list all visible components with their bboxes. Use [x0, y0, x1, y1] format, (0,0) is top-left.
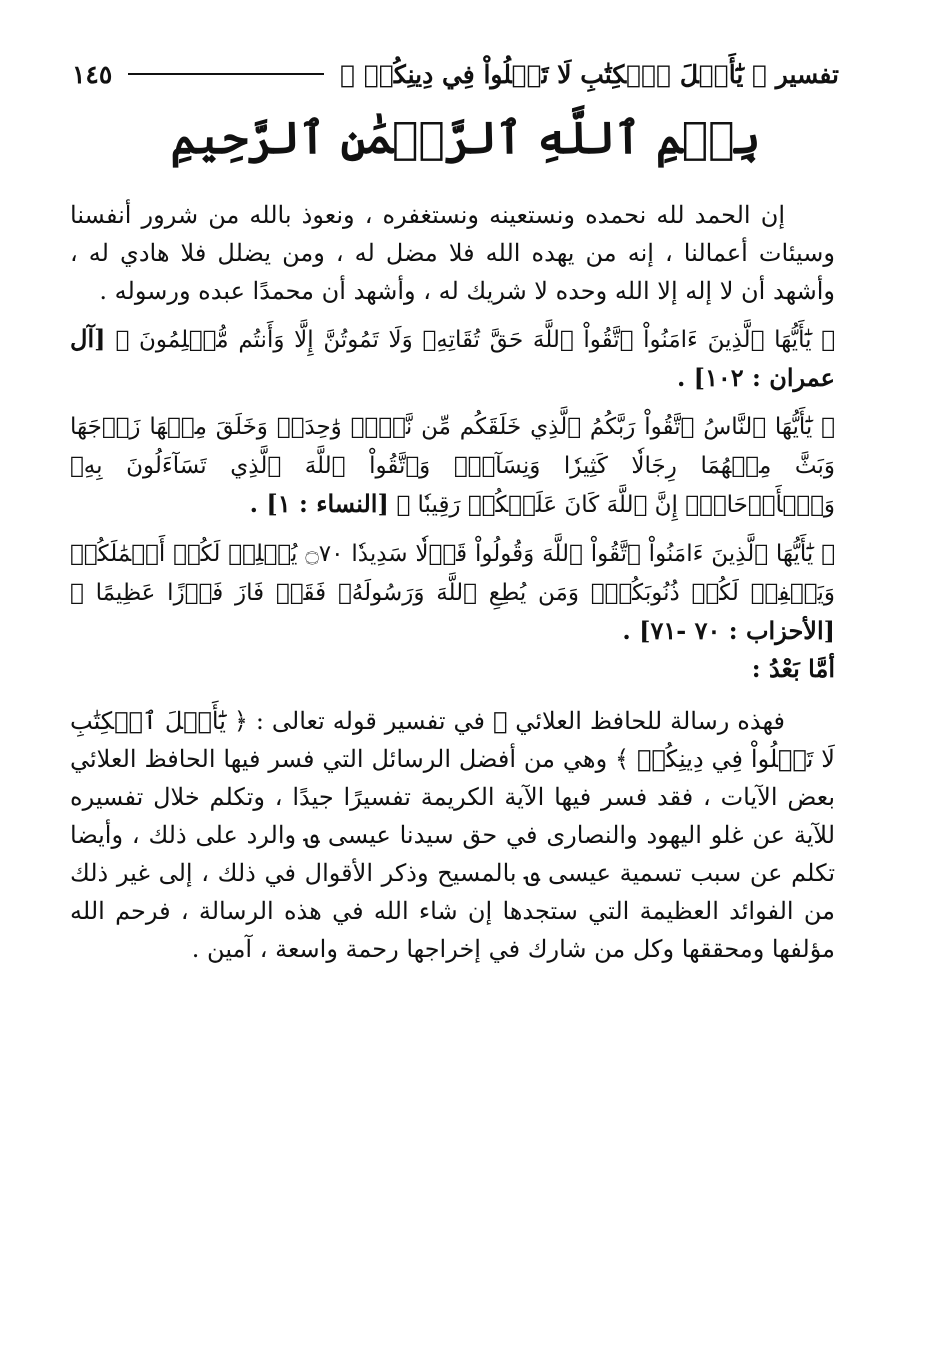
running-title: تفسير ﴿ يَٰٓأَهۡلَ ٱلۡكِتَٰبِ لَا تَغۡلُواْ فِي دِينِكُمۡ ﴾: [340, 59, 839, 89]
verse-reference: [آل عمران : ١٠٢] .: [70, 324, 835, 392]
verse-block-1: [70, 320, 835, 397]
amma-bad-heading: أمَّا بَعْدُ :: [751, 654, 835, 683]
main-paragraph: فهذه رسالة للحافظ العلائي ﵀ في تفسير قوله تعالى : ﴿ يَٰٓأَهۡلَ ٱلۡكِتَٰبِ لَا تَغۡلُواْ فِي دِينِكُمۡ ﴾ وهي من أفضل الرسائل التي فسر فيها الحافظ العلائي بعض الآيات ، فقد فسر فيها الآية الكريمة تفسيرًا جيدًا ، وتكلم خلال تفسيره للآية عن غلو اليهود والنصارى في حق سيدنا عيسى ؈ والرد على ذلك ، وأيضا تكلم عن سبب تسمية عيسى ؈ بالمسيح وذكر الأقوال في ذلك ، إلى غير ذلك من الفوائد العظيمة التي ستجدها إن شاء الله في هذه الرسالة ، فرحم الله مؤلفها ومحققها وكل من شارك في إخراجها رحمة واسعة ، آمين .: [70, 707, 836, 963]
verse-text: ﴿ يَٰٓأَيُّهَا ٱلنَّاسُ ٱتَّقُواْ رَبَّكُمُ ٱلَّذِي خَلَقَكُم مِّن نَّفۡسٖ وَٰحِدَةٖ وَخَلَقَ مِنۡهَا زَوۡجَهَا وَبَثَّ مِنۡهُمَا رِجَالٗا كَثِيرٗا وَنِسَآءٗۚ وَٱتَّقُواْ ٱللَّهَ ٱلَّذِي تَسَآءَلُونَ بِهِۦ وَٱلۡأَرۡحَامَۚ إِنَّ ٱللَّهَ كَانَ عَلَيۡكُمۡ رَقِيبٗا ﴾: [70, 414, 835, 518]
running-header: [72, 54, 839, 94]
verse-block-2: [70, 407, 835, 524]
verse-text: ﴿ يَٰٓأَيُّهَا ٱلَّذِينَ ءَامَنُواْ ٱتَّقُواْ ٱللَّهَ وَقُولُواْ قَوۡلٗا سَدِيدٗا ۝٧٠ يُصۡلِحۡ لَكُمۡ أَعۡمَٰلَكُمۡ وَيَغۡفِرۡ لَكُمۡ ذُنُوبَكُمۡۗ وَمَن يُطِعِ ٱللَّهَ وَرَسُولَهُۥ فَقَدۡ فَازَ فَوۡزًا عَظِيمًا ﴾: [70, 541, 835, 606]
verse-block-3: [70, 534, 835, 650]
page-number: ١٤٥: [72, 59, 113, 89]
spacer: [70, 688, 835, 702]
header-rule: [128, 73, 324, 75]
intro-paragraph: إن الحمد لله نحمده ونستعينه ونستغفره ، ونعوذ بالله من شرور أنفسنا وسيئات أعمالنا ، إنه من يهده الله فلا مضل له ، ومن يضلل فلا هادي له ، وأشهد أن لا إله إلا الله وحده لا شريك له ، وأشهد أن محمدًا عبده ورسوله .: [70, 201, 835, 305]
verse-reference: [الأحزاب : ٧٠ -٧١] .: [622, 616, 835, 645]
basmala-calligraphy: بِسۡمِ ٱللَّهِ ٱلرَّحۡمَٰنِ ٱلرَّحِيمِ: [170, 113, 761, 164]
verse-text: ﴿ يَٰٓأَيُّهَا ٱلَّذِينَ ءَامَنُواْ ٱتَّقُواْ ٱللَّهَ حَقَّ تُقَاتِهِۦ وَلَا تَمُوتُنَّ إِلَّا وَأَنتُم مُّسۡلِمُونَ ﴾: [115, 327, 835, 353]
page-body: [70, 196, 835, 968]
verse-reference: [النساء : ١] .: [249, 489, 389, 518]
